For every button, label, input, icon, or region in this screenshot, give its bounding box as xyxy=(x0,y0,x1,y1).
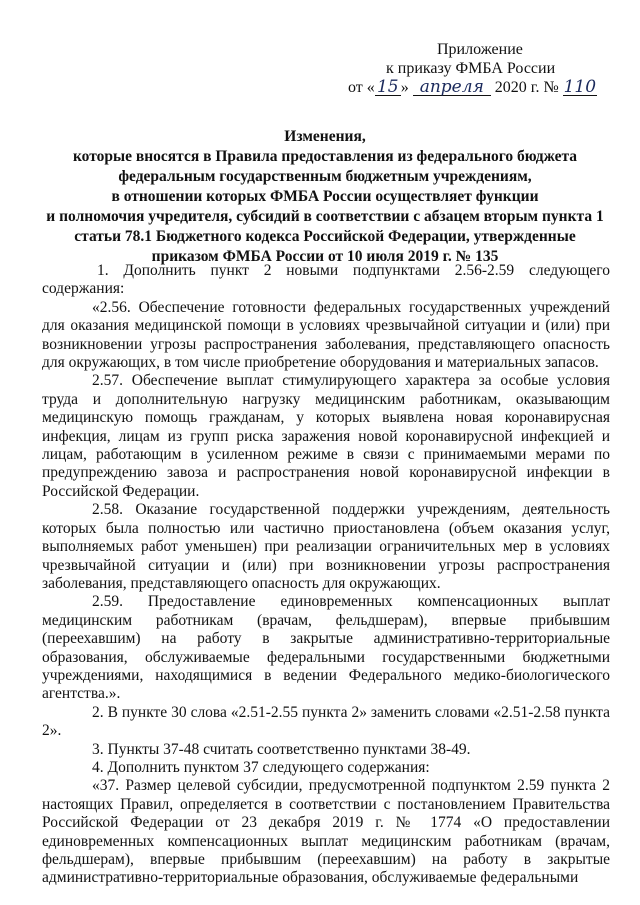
paragraph-4: 4. Дополнить пунктом 37 следующего содержания: xyxy=(92,758,430,776)
handwritten-order-number: 110 xyxy=(563,77,597,97)
paragraph-3: 3. Пункты 37-48 считать соответственно пунктами 38-49. xyxy=(92,740,471,758)
paragraph-2: 2. В пункте 30 слова «2.51-2.55 пункта 2» заменить словами «2.51-2.58 пункта 2». xyxy=(42,703,610,740)
title-line: федеральным государственным бюджетным учреждениям, xyxy=(118,168,532,185)
document-title xyxy=(40,127,610,267)
order-date-line xyxy=(300,78,618,97)
title-line: приказом ФМБА России от 10 июля 2019 г. № 135 xyxy=(151,248,499,265)
order-reference: к приказу ФМБА России xyxy=(386,60,556,77)
title-line: Изменения, xyxy=(284,128,366,145)
title-line: в отношении которых ФМБА России осуществляет функции xyxy=(111,188,539,205)
paragraph-37: «37. Размер целевой субсидии, предусмотренной подпунктом 2.59 пункта 2 настоящих Правил, определяется в соответствии с постановлением Правительства Российской Федерации от 23 декабря 2019 г. № 1774 «О предоставлении единовременных компенсационных выплат медицинским работникам (врачам, фельдшерам), впервые прибывшим (переехавшим) на работу в закрытые административно-территориальные образования, обслуживаемые федеральными xyxy=(42,777,610,887)
title-line: которые вносятся в Правила предоставления из федерального бюджета xyxy=(72,148,578,165)
title-line: и полномочия учредителя, субсидий в соответствии с абзацем вторым пункта 1 xyxy=(46,208,604,225)
date-prefix: от « xyxy=(348,79,375,96)
title-line: статьи 78.1 Бюджетного кодекса Российской Федерации, утвержденные xyxy=(74,228,576,245)
paragraph-2-59: 2.59. Предоставление единовременных компенсационных выплат медицинским работникам (врачам, фельдшерам), впервые прибывшим (переехавшим) на работу в закрытые административно-территориальные образования, обслуживаемые федеральными государственными бюджетными учреждениями, находящимися в ведении Федерального медико-биологического агентства.». xyxy=(42,593,610,703)
paragraph-2-56: «2.56. Обеспечение готовности федеральных государственных учреждений для оказания медицинской помощи в условиях чрезвычайной ситуации и (или) при возникновении угрозы распространения заболевания, представляющего опасность для окружающих, в том числе приобретение оборудования и материальных запасов. xyxy=(42,298,610,372)
date-mid: » xyxy=(400,79,409,96)
appendix-header xyxy=(300,40,618,97)
handwritten-day: 15 xyxy=(375,79,401,96)
paragraph-2-57: 2.57. Обеспечение выплат стимулирующего характера за особые условия труда и дополнительную нагрузку медицинским работникам, оказывающим медицинскую помощь гражданам, у которых выявлена новая коронавирусная инфекция, лицам из групп риска заражения новой коронавирусной инфекцией и лицам, работающим в усиленном режиме в связи с принимаемыми мерами по предупреждению завоза и распространения новой коронавирусной инфекции в Российской Федерации. xyxy=(42,372,610,500)
paragraph-2-58: 2.58. Оказание государственной поддержки учреждениям, деятельность которых была полностью или частично приостановлена (объем оказания услуг, выполняемых работ уменьшен) при реализации ограничительных мер в условиях чрезвычайной ситуации и (или) при возникновении угрозы распространения заболевания, представляющего опасность для окружающих. xyxy=(42,501,610,592)
year-text: 2020 г. № xyxy=(494,79,559,96)
document-body xyxy=(42,262,610,888)
appendix-label: Приложение xyxy=(437,41,523,58)
handwritten-month: апреля xyxy=(413,79,491,96)
paragraph-1: 1. Дополнить пункт 2 новыми подпунктами 2.56-2.59 следующего содержания: xyxy=(42,262,610,298)
